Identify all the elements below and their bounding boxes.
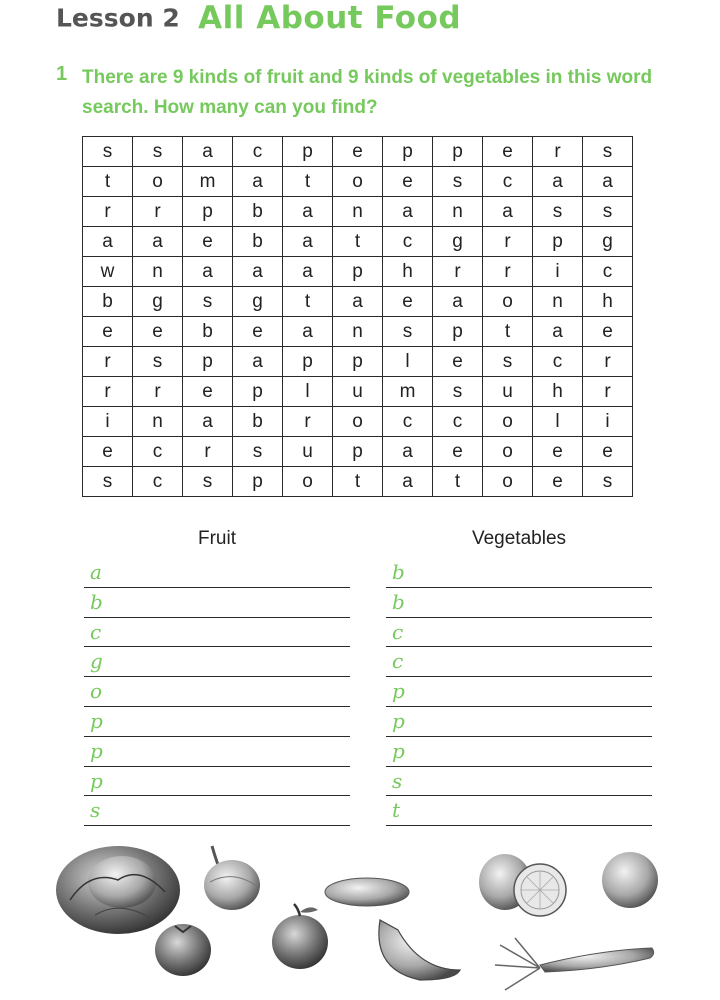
grid-cell[interactable]: t <box>433 467 483 497</box>
grid-cell[interactable]: t <box>333 227 383 257</box>
vegetable-answer-letter: c <box>392 619 404 644</box>
grid-cell[interactable]: n <box>133 257 183 287</box>
grid-cell[interactable]: s <box>383 317 433 347</box>
fruit-answer-line[interactable] <box>84 707 350 737</box>
grid-cell[interactable]: c <box>383 227 433 257</box>
grid-cell[interactable]: o <box>333 407 383 437</box>
grid-cell[interactable]: g <box>433 227 483 257</box>
vegetable-answer-letter: c <box>392 649 404 674</box>
grid-cell[interactable]: r <box>483 257 533 287</box>
grid-cell[interactable]: b <box>183 317 233 347</box>
grid-cell[interactable]: p <box>283 347 333 377</box>
food-pictures <box>0 830 720 1000</box>
grid-cell[interactable]: r <box>83 377 133 407</box>
fruit-answer-line[interactable] <box>84 796 350 826</box>
grid-row <box>83 227 633 257</box>
grid-row <box>83 287 633 317</box>
grid-cell[interactable]: a <box>183 407 233 437</box>
grid-cell[interactable]: s <box>133 137 183 167</box>
grid-cell[interactable]: h <box>583 287 633 317</box>
grid-cell[interactable]: c <box>483 167 533 197</box>
grid-cell[interactable]: b <box>233 407 283 437</box>
grid-cell[interactable]: o <box>483 287 533 317</box>
apple-image <box>272 904 328 969</box>
grid-cell[interactable]: p <box>333 437 383 467</box>
grid-cell[interactable]: b <box>83 287 133 317</box>
grid-cell[interactable]: h <box>533 377 583 407</box>
fruit-answer-letter: o <box>90 679 103 704</box>
grid-cell[interactable]: r <box>83 197 133 227</box>
lesson-title: All About Food <box>198 0 462 36</box>
vegetable-answer-line[interactable] <box>386 588 652 618</box>
grid-cell[interactable]: r <box>583 347 633 377</box>
fruit-answer-letter: b <box>90 589 103 614</box>
grid-cell[interactable]: c <box>133 437 183 467</box>
grid-cell[interactable]: c <box>383 407 433 437</box>
grid-cell[interactable]: t <box>283 287 333 317</box>
grid-cell[interactable]: e <box>483 137 533 167</box>
grid-cell[interactable]: p <box>183 197 233 227</box>
grid-cell[interactable]: a <box>183 137 233 167</box>
grid-cell[interactable]: p <box>383 137 433 167</box>
grid-cell[interactable]: u <box>333 377 383 407</box>
orange-image <box>602 852 658 908</box>
fruit-answer-letter: c <box>90 619 102 644</box>
fruit-answer-letter: p <box>90 768 103 793</box>
grid-cell[interactable]: n <box>133 407 183 437</box>
word-search-grid <box>82 136 633 497</box>
grid-cell[interactable]: a <box>333 287 383 317</box>
grid-cell[interactable]: r <box>583 377 633 407</box>
grid-cell[interactable]: l <box>533 407 583 437</box>
vegetable-answer-line[interactable] <box>386 796 652 826</box>
grid-cell[interactable]: c <box>233 137 283 167</box>
grid-row <box>83 197 633 227</box>
fruit-answer-letter: s <box>90 798 101 823</box>
banana-image <box>379 920 460 980</box>
vegetable-answer-letter: b <box>392 560 405 584</box>
grid-cell[interactable]: p <box>333 347 383 377</box>
grid-cell[interactable]: e <box>433 437 483 467</box>
cucumber-image <box>325 878 409 906</box>
fruit-answer-letter: p <box>90 738 103 763</box>
grid-cell[interactable]: s <box>583 467 633 497</box>
grid-cell[interactable]: a <box>133 227 183 257</box>
grid-cell[interactable]: s <box>83 467 133 497</box>
tomato-image <box>155 924 211 976</box>
grid-cell[interactable]: u <box>283 437 333 467</box>
grid-cell[interactable]: m <box>183 167 233 197</box>
vegetable-answer-letter: s <box>392 768 403 793</box>
grid-cell[interactable]: e <box>383 287 433 317</box>
fruit-answer-line[interactable] <box>84 618 350 648</box>
fruit-answer-line[interactable] <box>84 677 350 707</box>
grid-cell[interactable]: l <box>283 377 333 407</box>
grid-row <box>83 407 633 437</box>
grid-cell[interactable]: r <box>483 227 533 257</box>
grid-cell[interactable]: t <box>83 167 133 197</box>
grid-cell[interactable]: c <box>583 257 633 287</box>
grid-cell[interactable]: a <box>533 167 583 197</box>
grid-cell[interactable]: i <box>583 407 633 437</box>
grid-cell[interactable]: p <box>233 467 283 497</box>
grid-cell[interactable]: a <box>283 317 333 347</box>
grid-cell[interactable]: h <box>383 257 433 287</box>
grid-cell[interactable]: e <box>583 437 633 467</box>
grid-cell[interactable]: a <box>383 197 433 227</box>
grid-cell[interactable]: e <box>433 347 483 377</box>
grid-cell[interactable]: s <box>83 137 133 167</box>
grid-row <box>83 137 633 167</box>
grid-cell[interactable]: t <box>283 167 333 197</box>
grid-cell[interactable]: o <box>333 167 383 197</box>
instruction-text: There are 9 kinds of fruit and 9 kinds of vegetables in this word search. How many can you find? <box>82 67 653 118</box>
vegetable-answer-letter: p <box>392 679 405 704</box>
grid-cell[interactable]: p <box>433 317 483 347</box>
instruction-number: 1 <box>56 63 68 85</box>
grid-row <box>83 167 633 197</box>
fruit-answer-line[interactable] <box>84 647 350 677</box>
grid-cell[interactable]: a <box>383 437 433 467</box>
grid-cell[interactable]: c <box>133 467 183 497</box>
vegetable-answer-line[interactable] <box>386 558 652 588</box>
vegetables-heading: Vegetables <box>471 528 567 549</box>
grid-cell[interactable]: r <box>133 197 183 227</box>
lemon-image <box>479 854 566 916</box>
grid-cell[interactable]: o <box>133 167 183 197</box>
grid-cell[interactable]: n <box>333 317 383 347</box>
grid-cell[interactable]: e <box>533 467 583 497</box>
grid-row <box>83 467 633 497</box>
fruit-answer-line[interactable] <box>84 558 350 588</box>
vegetable-answer-line[interactable] <box>386 707 652 737</box>
grid-cell[interactable]: p <box>533 227 583 257</box>
grid-cell[interactable]: e <box>583 317 633 347</box>
grid-cell[interactable]: m <box>383 377 433 407</box>
grid-cell[interactable]: s <box>133 347 183 377</box>
grid-cell[interactable]: p <box>333 257 383 287</box>
grid-cell[interactable]: e <box>533 437 583 467</box>
grid-cell[interactable]: a <box>433 287 483 317</box>
grid-cell[interactable]: w <box>83 257 133 287</box>
grid-cell[interactable]: a <box>533 317 583 347</box>
vegetable-answer-line[interactable] <box>386 677 652 707</box>
vegetable-answer-line[interactable] <box>386 767 652 797</box>
grid-cell[interactable]: r <box>183 437 233 467</box>
vegetable-answer-line[interactable] <box>386 618 652 648</box>
carrot-image <box>495 938 654 990</box>
instruction <box>56 63 676 123</box>
grid-row <box>83 377 633 407</box>
grid-row <box>83 437 633 467</box>
grid-cell[interactable]: a <box>233 347 283 377</box>
grid-cell[interactable]: o <box>483 467 533 497</box>
grid-cell[interactable]: n <box>533 287 583 317</box>
grid-cell[interactable]: e <box>133 317 183 347</box>
grid-cell[interactable]: n <box>333 197 383 227</box>
fruit-answer-letter: g <box>90 649 103 674</box>
fruit-answer-letter: p <box>90 708 103 733</box>
grid-cell[interactable]: e <box>233 317 283 347</box>
grid-cell[interactable]: r <box>133 377 183 407</box>
grid-cell[interactable]: a <box>283 197 333 227</box>
grid-cell[interactable]: e <box>183 227 233 257</box>
grid-cell[interactable]: g <box>233 287 283 317</box>
grid-cell[interactable]: r <box>533 137 583 167</box>
lesson-header <box>56 0 461 40</box>
grid-cell[interactable]: g <box>583 227 633 257</box>
vegetable-answer-line[interactable] <box>386 647 652 677</box>
grid-cell[interactable]: s <box>583 197 633 227</box>
grid-row <box>83 317 633 347</box>
cabbage-image <box>56 846 180 934</box>
vegetable-answer-letter: b <box>392 589 405 614</box>
fruit-answer-line[interactable] <box>84 737 350 767</box>
grid-cell[interactable]: l <box>383 347 433 377</box>
grid-cell[interactable]: s <box>433 377 483 407</box>
grid-cell[interactable]: e <box>333 137 383 167</box>
grid-cell[interactable]: e <box>183 377 233 407</box>
grid-row <box>83 347 633 377</box>
grid-cell[interactable]: p <box>183 347 233 377</box>
fruit-answer-list <box>84 558 350 826</box>
grid-row <box>83 257 633 287</box>
grid-cell[interactable]: o <box>483 407 533 437</box>
grid-cell[interactable]: s <box>183 467 233 497</box>
grid-cell[interactable]: r <box>83 347 133 377</box>
grid-cell[interactable]: c <box>433 407 483 437</box>
vegetable-answer-letter: p <box>392 708 405 733</box>
vegetable-answer-letter: t <box>392 798 401 823</box>
grid-cell[interactable]: e <box>83 317 133 347</box>
grid-cell[interactable]: n <box>433 197 483 227</box>
grid-cell[interactable]: r <box>283 407 333 437</box>
grid-cell[interactable]: a <box>583 167 633 197</box>
grid-cell[interactable]: i <box>533 257 583 287</box>
grid-cell[interactable]: a <box>383 467 433 497</box>
grid-cell[interactable]: c <box>533 347 583 377</box>
grid-cell[interactable]: g <box>133 287 183 317</box>
grid-cell[interactable]: b <box>233 197 283 227</box>
grid-cell[interactable]: a <box>83 227 133 257</box>
vegetable-answer-line[interactable] <box>386 737 652 767</box>
onion-image <box>204 846 260 910</box>
fruit-answer-line[interactable] <box>84 767 350 797</box>
grid-cell[interactable]: s <box>583 137 633 167</box>
grid-cell[interactable]: s <box>483 347 533 377</box>
grid-cell[interactable]: a <box>233 257 283 287</box>
grid-cell[interactable]: p <box>233 377 283 407</box>
vegetable-answer-letter: p <box>392 738 405 763</box>
grid-cell[interactable]: a <box>283 257 333 287</box>
grid-cell[interactable]: s <box>233 437 283 467</box>
grid-cell[interactable]: s <box>433 167 483 197</box>
grid-cell[interactable]: o <box>483 437 533 467</box>
grid-cell[interactable]: r <box>433 257 483 287</box>
grid-cell[interactable]: p <box>283 137 333 167</box>
fruit-answer-line[interactable] <box>84 588 350 618</box>
fruit-answer-letter: a <box>90 560 102 584</box>
vegetables-answer-list <box>386 558 652 826</box>
grid-cell[interactable]: i <box>83 407 133 437</box>
fruit-heading: Fruit <box>198 528 236 549</box>
grid-cell[interactable]: a <box>233 167 283 197</box>
grid-cell[interactable]: u <box>483 377 533 407</box>
grid-cell[interactable]: p <box>433 137 483 167</box>
grid-cell[interactable]: a <box>183 257 233 287</box>
grid-cell[interactable]: s <box>533 197 583 227</box>
grid-cell[interactable]: a <box>283 227 333 257</box>
grid-cell[interactable]: e <box>83 437 133 467</box>
grid-cell[interactable]: s <box>183 287 233 317</box>
grid-cell[interactable]: o <box>283 467 333 497</box>
grid-cell[interactable]: t <box>483 317 533 347</box>
grid-cell[interactable]: b <box>233 227 283 257</box>
grid-cell[interactable]: t <box>333 467 383 497</box>
lesson-label: Lesson 2 <box>56 3 180 33</box>
grid-cell[interactable]: a <box>483 197 533 227</box>
grid-cell[interactable]: e <box>383 167 433 197</box>
